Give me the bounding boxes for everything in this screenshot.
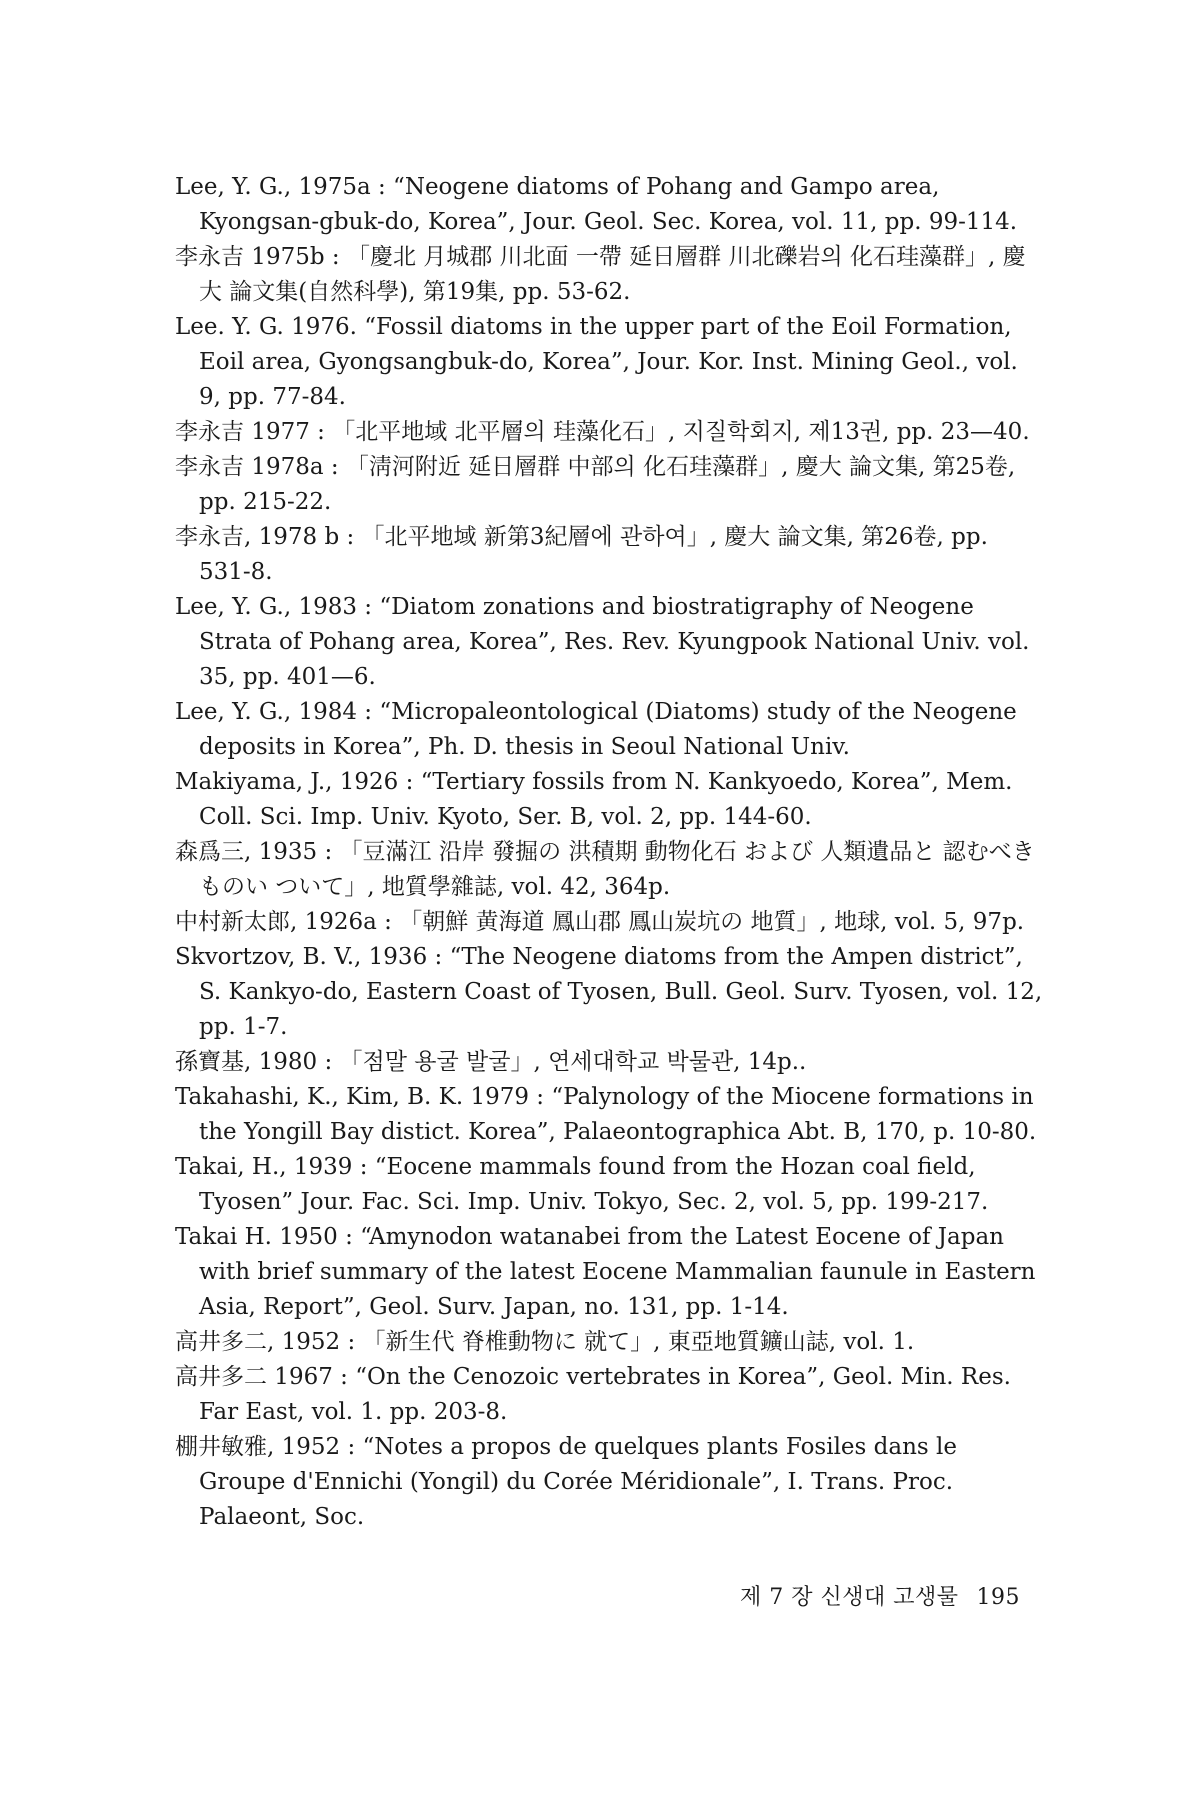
reference-list <box>175 170 1045 1535</box>
reference-entry: Takahashi, K., Kim, B. K. 1979 : “Palynology of the Miocene formations in the Yongill Bay distict. Korea”, Palaeontographica Abt. B, 170, p. 10-80. <box>175 1084 1037 1145</box>
reference-entry: 森爲三, 1935 : 「豆滿江 沿岸 發掘の 洪積期 動物化石 および 人類遺品と 認むべきものい ついて」, 地質學雜誌, vol. 42, 364p. <box>175 839 1035 900</box>
reference-entry: 高井多二 1967 : “On the Cenozoic vertebrates in Korea”, Geol. Min. Res. Far East, vol. 1. pp. 203-8. <box>175 1364 1011 1425</box>
reference-entry: 高井多二, 1952 : 「新生代 脊椎動物に 就て」, 東亞地質鑛山誌, vol. 1. <box>175 1329 915 1355</box>
reference-entry: 李永吉 1978a : 「淸河附近 延日層群 中部의 化石珪藻群」, 慶大 論文集, 第25卷, pp. 215-22. <box>175 454 1016 515</box>
reference-entry: 李永吉, 1978 b : 「北平地域 新第3紀層에 관하여」, 慶大 論文集, 第26卷, pp. 531-8. <box>175 524 988 585</box>
reference-entry: Lee, Y. G., 1983 : “Diatom zonations and biostratigraphy of Neogene Strata of Pohang area, Korea”, Res. Rev. Kyungpook National Univ. vol. 35, pp. 401—6. <box>175 594 1030 690</box>
reference-entry: Lee, Y. G., 1975a : “Neogene diatoms of Pohang and Gampo area, Kyongsan-gbuk-do, Korea”, Jour. Geol. Sec. Korea, vol. 11, pp. 99-114. <box>175 174 1018 235</box>
reference-entry: Lee, Y. G., 1984 : “Micropaleontological (Diatoms) study of the Neogene deposits in Korea”, Ph. D. thesis in Seoul National Univ. <box>175 699 1017 760</box>
reference-entry: Takai, H., 1939 : “Eocene mammals found from the Hozan coal field, Tyosen” Jour. Fac. Sci. Imp. Univ. Tokyo, Sec. 2, vol. 5, pp. 199-217. <box>175 1154 989 1215</box>
reference-entry: Skvortzov, B. V., 1936 : “The Neogene diatoms from the Ampen district”, S. Kankyo-do, Eastern Coast of Tyosen, Bull. Geol. Surv. Tyosen, vol. 12, pp. 1-7. <box>175 944 1043 1040</box>
reference-entry: 中村新太郎, 1926a : 「朝鮮 黄海道 鳳山郡 鳳山炭坑の 地質」, 地球, vol. 5, 97p. <box>175 909 1025 935</box>
reference-entry: 孫寶基, 1980 : 「점말 용굴 발굴」, 연세대학교 박물관, 14p.. <box>175 1049 807 1075</box>
reference-entry: Takai H. 1950 : “Amynodon watanabei from the Latest Eocene of Japan with brief summary of the latest Eocene Mammalian faunule in Eastern Asia, Report”, Geol. Surv. Japan, no. 131, pp. 1-14. <box>175 1224 1036 1320</box>
page-number: 195 <box>976 1585 1020 1610</box>
reference-entry: Makiyama, J., 1926 : “Tertiary fossils from N. Kankyoedo, Korea”, Mem. Coll. Sci. Imp. Univ. Kyoto, Ser. B, vol. 2, pp. 144-60. <box>175 769 1013 830</box>
page-footer <box>740 1580 1020 1611</box>
chapter-title: 제 7 장 신생대 고생물 <box>740 1585 959 1610</box>
reference-entry: 李永吉 1975b : 「慶北 月城郡 川北面 一帶 延日層群 川北礫岩의 化石珪藻群」, 慶大 論文集(自然科學), 第19集, pp. 53-62. <box>175 244 1026 305</box>
reference-entry: Lee. Y. G. 1976. “Fossil diatoms in the upper part of the Eoil Formation, Eoil area, Gyongsangbuk-do, Korea”, Jour. Kor. Inst. Mining Geol., vol. 9, pp. 77-84. <box>175 314 1018 410</box>
reference-entry: 棚井敏雅, 1952 : “Notes a propos de quelques plants Fosiles dans le Groupe d'Ennichi (Yongil) du Corée Méridionale”, I. Trans. Proc. Palaeont, Soc. <box>175 1434 957 1530</box>
reference-entry: 李永吉 1977 : 「北平地域 北平層의 珪藻化石」, 지질학회지, 제13권, pp. 23—40. <box>175 419 1030 445</box>
